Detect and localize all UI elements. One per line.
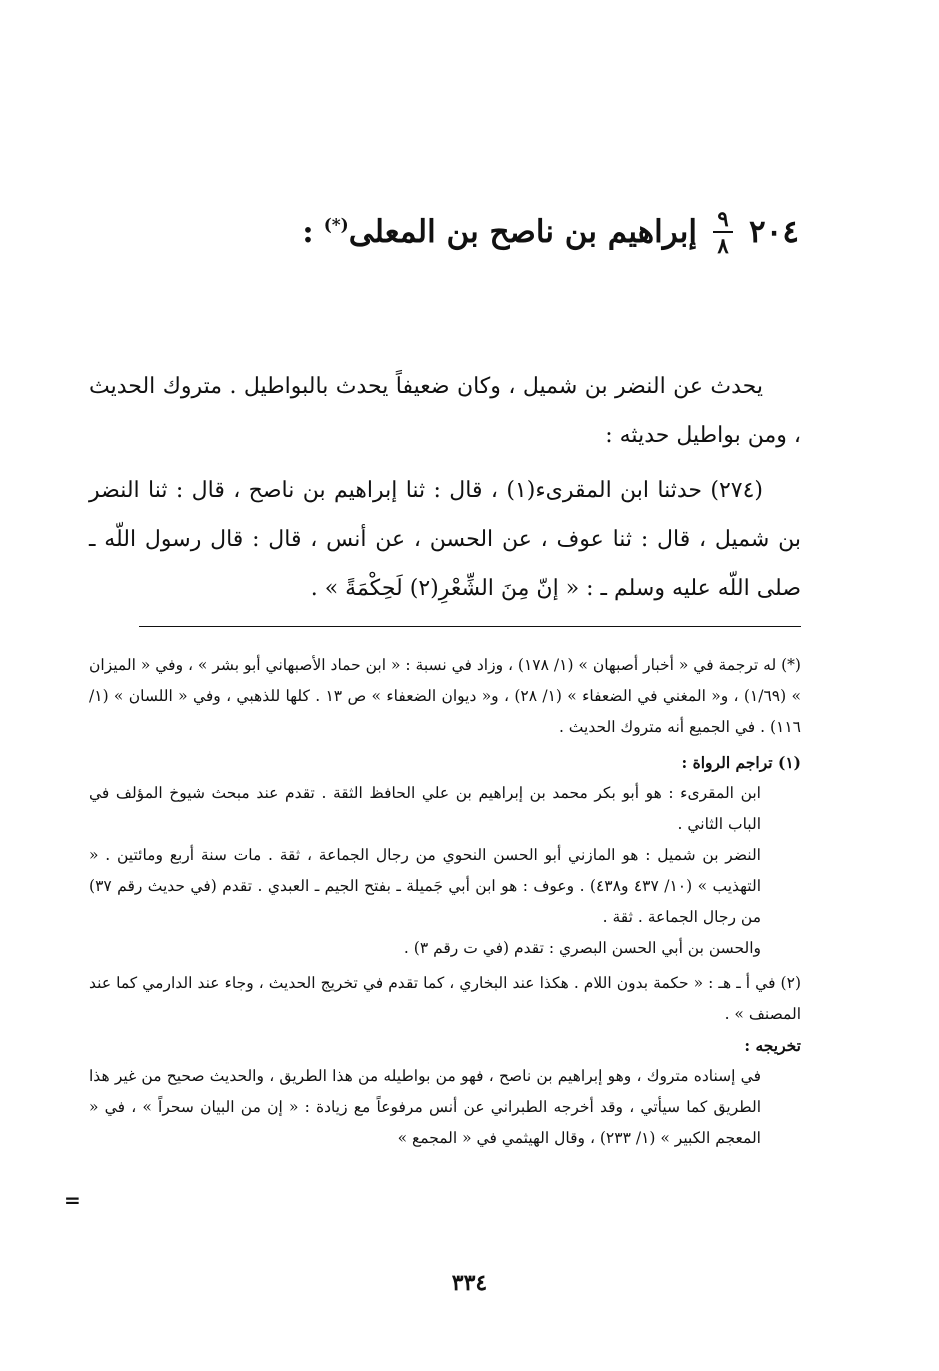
heading-colon: : — [302, 214, 314, 250]
footnote-1-nadr: النضر بن شميل : هو المازني أبو الحسن النحوي من رجال الجماعة ، ثقة . مات سنة أربع ومائتين . « التهذيب » (١٠/ ٤٣٧ و٤٣٨) . وعوف : هو ابن أبي جَميلة ـ بفتح الجيم ـ العبدي . تقدم (في حديث رقم ٣٧) من رجال الجماعة . ثقة . — [89, 846, 762, 926]
takhrij-text: في إسناده متروك ، وهو إبراهيم بن ناصح ، فهو من بواطيله من هذا الطريق ، والحديث صحيح من غير هذا الطريق كما سيأتي ، وقد أخرجه الطبراني عن أنس مرفوعاً مع زيادة : « إن من البيان سحراً » ، في « المعجم الكبير » (١/ ٢٣٣) ، وقال الهيثمي في « المجمع » — [89, 1067, 761, 1147]
fraction-bottom: ٨ — [717, 233, 729, 258]
entry-name: إبراهيم بن ناصح بن المعلى(*) — [323, 214, 698, 250]
takhrij-title: تخريجه : — [744, 1036, 801, 1055]
fraction-top: ٩ — [717, 206, 729, 231]
footnote-2: (٢) في أ ـ هـ : « حكمة بدون اللام . هكذا عند البخاري ، كما تقدم في تخريج الحديث ، وجاء عند الدارمي كما عند المصنف » . — [89, 974, 801, 1023]
footnotes — [89, 650, 801, 1154]
continuation-mark: = — [64, 1188, 81, 1212]
footnote-1-hasan: والحسن بن أبي الحسن البصري : تقدم (في ت رقم ٣) . — [403, 939, 761, 957]
intro-paragraph: يحدث عن النضر بن شميل ، وكان ضعيفاً يحدث بالبواطيل . متروك الحديث ، ومن بواطيل حديثه : — [89, 374, 801, 448]
footnote-star: (*) له ترجمة في « أخبار أصبهان » (١/ ١٧٨) ، وزاد في نسبة : « ابن حماد الأصبهاني أبو بشر » ، وفي « الميزان » (١/٦٩) ، و« المغني في الضعفاء » (١/ ٢٨) ، و« ديوان الضعفاء » ص ١٣ . كلها للذهبي ، وفي « اللسان » (١/ ١١٦) . في الجميع أنه متروك الحديث . — [89, 656, 801, 736]
entry-fraction — [713, 208, 733, 256]
footnote-marker-star: (*) — [323, 215, 349, 236]
main-text — [89, 362, 801, 613]
entry-heading — [302, 208, 799, 256]
entry-number: ٢٠٤ — [749, 214, 799, 250]
page-number: ٣٣٤ — [451, 1270, 488, 1296]
footnote-1-ibn-almuqri: ابن المقرىء : هو أبو بكر محمد بن إبراهيم بن علي الحافظ الثقة . تقدم عند مبحث شيوخ المؤلف في الباب الثاني . — [89, 784, 761, 833]
hadith-paragraph: (٢٧٤) حدثنا ابن المقرىء(١) ، قال : ثنا إبراهيم بن ناصح ، قال : ثنا النضر بن شميل ، قال : ثنا عوف ، عن الحسن ، عن أنس ، قال : قال رسول اللّه ـ صلى اللّه عليه وسلم ـ : « إنّ مِنَ الشِّعْرِ(٢) لَحِكْمَةً » . — [89, 478, 801, 601]
footnote-1-title: (١) تراجم الرواة : — [681, 753, 801, 772]
footnote-separator — [139, 626, 801, 627]
